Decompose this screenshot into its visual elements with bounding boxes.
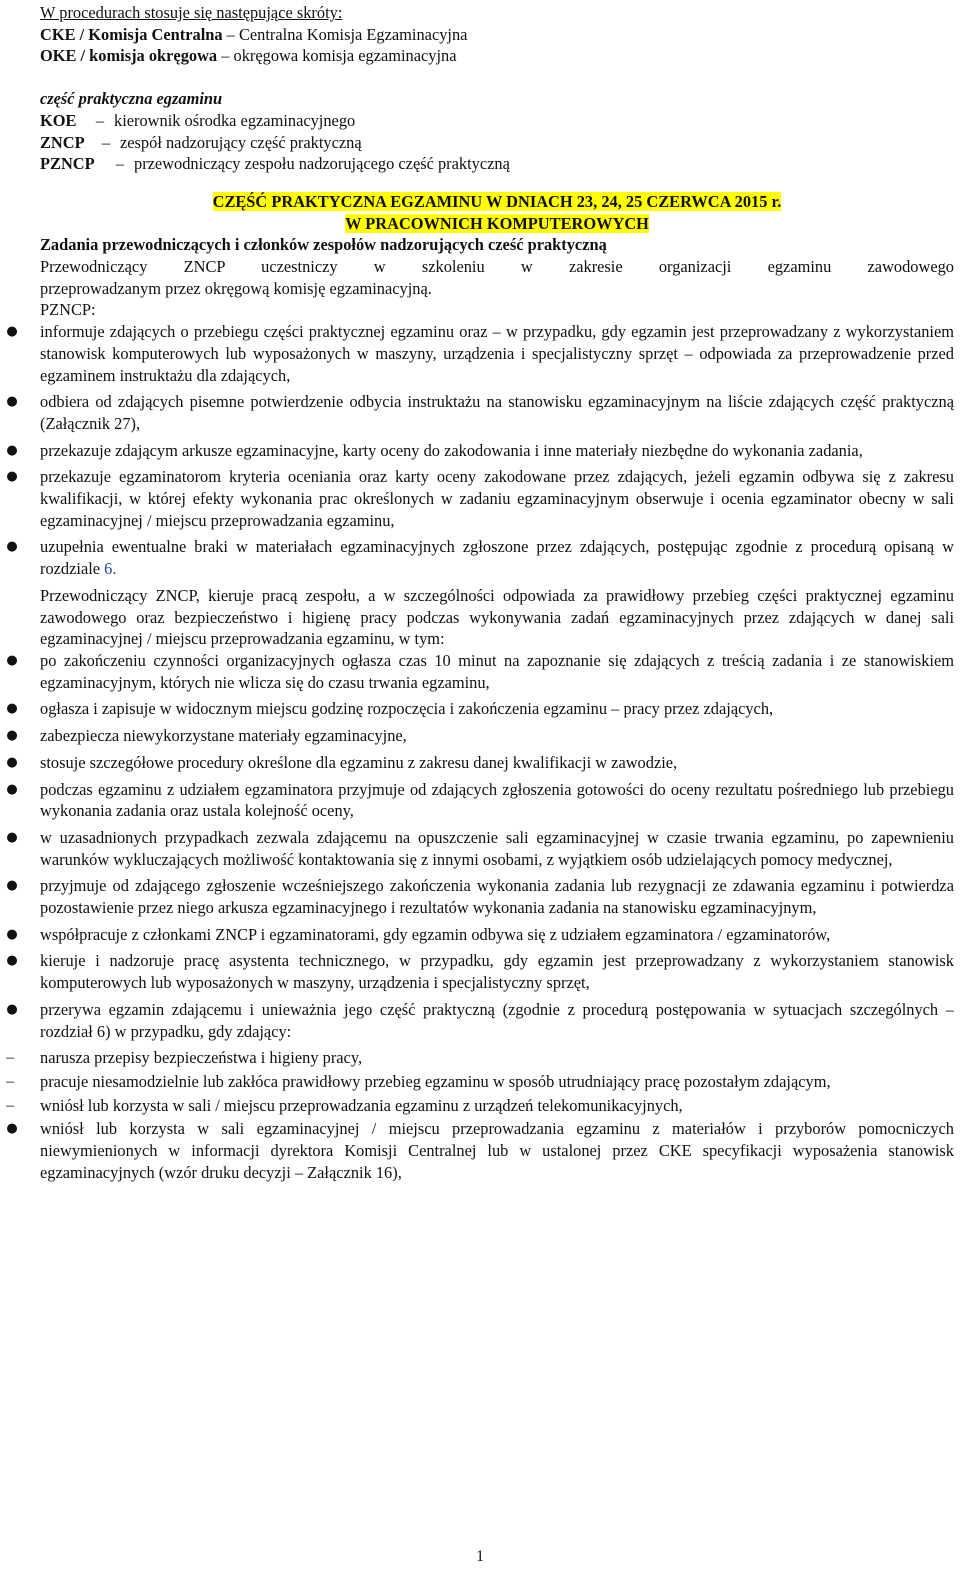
bullet-icon: ● bbox=[6, 781, 18, 797]
oke-key: OKE / komisja okręgowa bbox=[40, 46, 218, 66]
list-item-text: wniósł lub korzysta w sali / miejscu przeprowadzania egzaminu z urządzeń telekomunikacyjnych, bbox=[40, 1095, 683, 1115]
list-item bbox=[6, 536, 954, 579]
violation-sublist bbox=[0, 1047, 960, 1116]
list-item-text: stosuje szczegółowe procedury określone dla egzaminu z zakresu danej kwalifikacji w zawodzie, bbox=[40, 752, 678, 772]
list-item bbox=[6, 391, 954, 434]
list-item-text: ogłasza i zapisuje w widocznym miejscu godzinę rozpoczęcia i zakończenia egzaminu – pracy przez zdających, bbox=[40, 699, 774, 719]
bullet-icon: ● bbox=[6, 1001, 18, 1017]
list-item-text: w uzasadnionych przypadkach zezwala zdającemu na opuszczenie sali egzaminacyjnej w czasie trwania egzaminu, po zapewnieniu warunków wykluczających możliwość kontaktowania się z innymi osobami, z wyjątkiem osób udzielających pomocy medycznej, bbox=[40, 827, 954, 869]
list-item-text: po zakończeniu czynności organizacyjnych ogłasza czas 10 minut na zapoznanie się zdających z treścią zadania i ze stanowiskiem egzaminacyjnym, których nie wlicza się do czasu trwania egzaminu, bbox=[40, 650, 954, 692]
intro-paragraph-line-1: Przewodniczący ZNCP uczestniczy w szkoleniu w zakresie organizacji egzaminu zawodowego bbox=[40, 257, 954, 277]
abbrev-value: zespół nadzorujący część praktyczną bbox=[120, 132, 362, 152]
bullet-icon: ● bbox=[6, 652, 18, 668]
list-item bbox=[6, 875, 954, 918]
title-text-2: W PRACOWNICH KOMPUTEROWYCH bbox=[345, 213, 649, 233]
bullet-icon: ● bbox=[6, 953, 18, 969]
page-number: 1 bbox=[476, 1548, 484, 1565]
abbrev-key: KOE bbox=[40, 110, 77, 130]
list-item-text: współpracuje z członkami ZNCP i egzaminatorami, gdy egzamin odbywa się z udziałem egzaminatora / egzaminatorów, bbox=[40, 924, 831, 944]
list-item bbox=[6, 1071, 954, 1093]
list-item bbox=[6, 1095, 954, 1117]
abbrev-dash: – bbox=[95, 110, 105, 130]
intro-paragraph-line-2: przeprowadzanym przez okręgową komisję egzaminacyjną. bbox=[40, 278, 432, 298]
title-line-2 bbox=[40, 213, 954, 235]
intro-text: W procedurach stosuje się następujące skróty: bbox=[40, 3, 343, 22]
chair-task-list bbox=[0, 650, 960, 1042]
list-item bbox=[6, 650, 954, 693]
pzncp-task-list bbox=[0, 321, 960, 531]
bullet-icon: ● bbox=[6, 754, 18, 770]
list-item bbox=[6, 950, 954, 993]
abbrev-dash: – bbox=[115, 154, 125, 174]
title-line-1 bbox=[40, 191, 954, 213]
bullet-icon: ● bbox=[6, 469, 18, 485]
abbrev-section-label: część praktyczna egzaminu bbox=[40, 89, 223, 109]
list-item bbox=[6, 440, 954, 462]
bullet-icon: ● bbox=[6, 539, 18, 555]
cke-key: CKE / Komisja Centralna bbox=[40, 24, 223, 44]
list-item bbox=[6, 1047, 954, 1069]
list-item-text: podczas egzaminu z udziałem egzaminatora przyjmuje od zdających zgłoszenia gotowości do oceny rezultatu pośredniego lub przebiegu wykonania zadania oraz ustala kolejność oceny, bbox=[40, 779, 954, 821]
bullet-icon: ● bbox=[6, 878, 18, 894]
list-item-text: pracuje niesamodzielnie lub zakłóca prawidłowy przebieg egzaminu w sposób utrudniający pracę pozostałym zdającym, bbox=[40, 1071, 831, 1091]
abbrev-value: przewodniczący zespołu nadzorującego część praktyczną bbox=[134, 154, 510, 174]
list-item bbox=[6, 999, 954, 1042]
oke-definition bbox=[40, 45, 954, 67]
list-item bbox=[6, 321, 954, 386]
bullet-icon: ● bbox=[6, 324, 18, 340]
dash-icon: – bbox=[6, 1096, 14, 1114]
intro-heading bbox=[40, 2, 954, 24]
bullet-icon: ● bbox=[6, 1121, 18, 1137]
abbrev-row-koe bbox=[40, 110, 960, 132]
bullet-icon: ● bbox=[6, 926, 18, 942]
list-item bbox=[6, 1118, 954, 1183]
list-item-text: kieruje i nadzoruje pracę asystenta technicznego, w przypadku, gdy egzamin jest przeprowadzany z wykorzystaniem stanowisk komputerowych lub wyposażonych w maszyny, urządzenia i specjalistyczny sprzęt, bbox=[40, 951, 954, 993]
pzncp-label: PZNCP: bbox=[40, 300, 96, 320]
list-item-text: narusza przepisy bezpieczeństwa i higieny pracy, bbox=[40, 1048, 363, 1068]
dash-icon: – bbox=[6, 1049, 14, 1067]
abbrev-row-zncp bbox=[40, 132, 960, 154]
bullet-icon: ● bbox=[6, 829, 18, 845]
abbrev-value: kierownik ośrodka egzaminacyjnego bbox=[114, 110, 356, 130]
abbrev-key: PZNCP bbox=[40, 154, 95, 174]
bullet-icon: ● bbox=[6, 728, 18, 744]
list-item bbox=[6, 752, 954, 774]
list-item-text: przerywa egzamin zdającemu i unieważnia jego część praktyczną (zgodnie z procedurą postępowania w sytuacjach szczególnych – rozdział 6) w przypadku, gdy zdający: bbox=[40, 999, 954, 1041]
list-item-text: przekazuje zdającym arkusze egzaminacyjne, karty oceny do zakodowania i inne materiały niezbędne do wykonania zadania, bbox=[40, 440, 863, 460]
list-item bbox=[6, 827, 954, 870]
abbrev-row-pzncp bbox=[40, 153, 960, 175]
abbrev-key: ZNCP bbox=[40, 132, 85, 152]
abbrev-dash: – bbox=[101, 132, 111, 152]
title-text-1: CZĘŚĆ PRAKTYCZNA EGZAMINU W DNIACH 23, 24, 25 CZERWCA 2015 r. bbox=[212, 191, 782, 211]
list-item bbox=[6, 725, 954, 747]
cke-value: – Centralna Komisja Egzaminacyjna bbox=[222, 24, 468, 44]
list-item bbox=[6, 924, 954, 946]
subtitle: Zadania przewodniczących i członków zespołów nadzorujących cześć praktyczną bbox=[40, 235, 607, 255]
list-item bbox=[6, 698, 954, 720]
bullet-icon: ● bbox=[6, 442, 18, 458]
list-item-text: uzupełnia ewentualne braki w materiałach egzaminacyjnych zgłoszone przez zdających, postępując zgodnie z procedurą opisaną w rozdziale bbox=[40, 537, 954, 579]
paragraph-2: Przewodniczący ZNCP, kieruje pracą zespołu, a w szczególności odpowiada za prawidłowy przebieg części praktycznej egzaminu zawodowego oraz bezpieczeństwo i higienę pracy podczas wykonywania zadań egzaminacyjnych przez zdających w danej sali egzaminacyjnej / miejscu przeprowadzania egzaminu, w tym: bbox=[40, 585, 954, 649]
list-item-text: wniósł lub korzysta w sali egzaminacyjnej / miejscu przeprowadzania egzaminu z materiałów i przyborów pomocniczych niewymienionych w informacji dyrektora Komisji Centralnej lub w ustalonej przez CKE specyfikacji wyposażenia stanowisk egzaminacyjnych (wzór druku decyzji – Załącznik 16), bbox=[40, 1119, 954, 1182]
dash-icon: – bbox=[6, 1072, 14, 1090]
cke-definition bbox=[40, 24, 954, 46]
list-item bbox=[6, 466, 954, 531]
bullet-icon: ● bbox=[6, 701, 18, 717]
paragraph-2-wrap bbox=[40, 585, 954, 650]
oke-value: – okręgowa komisja egzaminacyjna bbox=[217, 46, 457, 66]
list-item-text: informuje zdających o przebiegu części praktycznej egzaminu oraz – w przypadku, gdy egzamin jest przeprowadzany z wykorzystaniem stanowisk komputerowych lub wyposażonych w maszyny, urządzenia i specjalistyczny sprzęt – odpowiada za przeprowadzenie przed egzaminem instruktażu dla zdających, bbox=[40, 322, 954, 385]
list-item-text: zabezpiecza niewykorzystane materiały egzaminacyjne, bbox=[40, 726, 407, 746]
list-item-text: przyjmuje od zdającego zgłoszenie wcześniejszego zakończenia wykonania zadania lub rezygnacji ze zdawania egzaminu i potwierdza pozostawienie przez niego arkusza egzaminacyjnego i rezultatów wykonania zadania na stanowisku egzaminacyjnym, bbox=[40, 876, 954, 918]
bullet-icon: ● bbox=[6, 394, 18, 410]
list-item bbox=[6, 779, 954, 822]
list-item-text: przekazuje egzaminatorom kryteria oceniania oraz karty oceny zakodowane przez zdających, jeżeli egzamin odbywa się z zakresu kwalifikacji, w której efekty wykonania prac określonych w zadaniu egzaminacyjnym obserwuje i ocenia egzaminator obecny w sali egzaminacyjnej / miejscu przeprowadzania egzaminu, bbox=[40, 467, 954, 530]
list-item-text: odbiera od zdających pisemne potwierdzenie odbycia instruktażu na stanowisku egzaminacyjnym na liście zdających część praktyczną (Załącznik 27), bbox=[40, 392, 954, 433]
chapter-reference: 6. bbox=[104, 559, 117, 579]
additional-task-list bbox=[0, 1118, 960, 1183]
